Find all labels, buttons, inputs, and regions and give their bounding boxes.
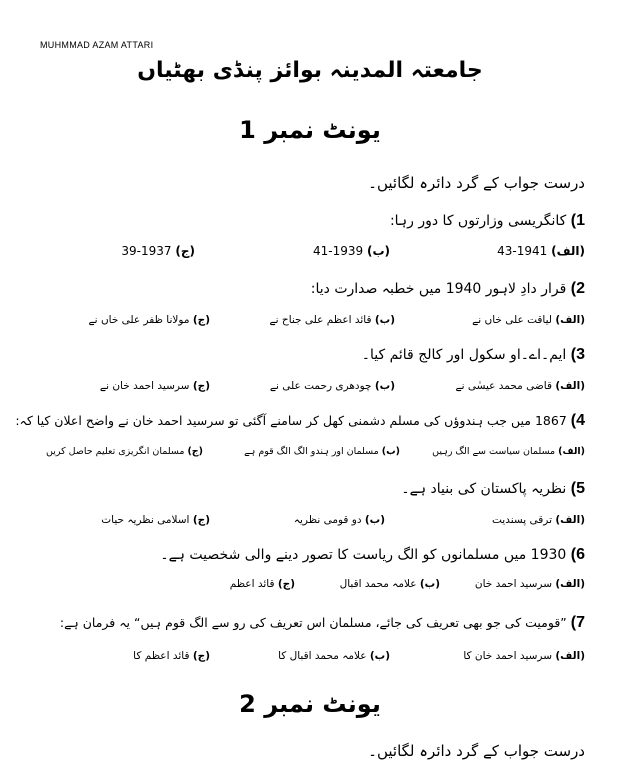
question-1 (30, 212, 585, 230)
option-b: (ب) قائد اعظم علی جناح نے (269, 314, 395, 326)
question-text: قرار دادِ لاہور 1940 میں خطبہ صدارت دیا: (310, 281, 567, 297)
question-text: 1930 میں مسلمانوں کو الگ ریاست کا تصور دینے والی شخصیت ہے۔ (160, 547, 567, 563)
school-title: جامعتہ المدینہ بوائز پنڈی بھٹیاں (137, 58, 483, 83)
question-3 (30, 346, 585, 364)
question-4 (15, 412, 585, 430)
options-7 (30, 650, 585, 672)
author-name: MUHMMAD AZAM ATTARI (40, 40, 154, 50)
option-c: (ج) اسلامی نظریہ حیات (101, 514, 210, 526)
question-number: 5) (570, 480, 585, 497)
question-number: 6) (570, 546, 585, 563)
option-b: (ب) علامہ محمد اقبال (339, 578, 440, 590)
option-a: (الف) سرسید احمد خان (474, 578, 585, 590)
option-a: (الف) قاضی محمد عیسٰی نے (455, 380, 585, 392)
question-number: 3) (570, 346, 585, 363)
option-a: (الف) 1941-43 (497, 244, 585, 258)
instruction-unit-2: درست جواب کے گرد دائرہ لگائیں۔ (368, 742, 585, 760)
option-a: (الف) مسلمان سیاست سے الگ رہیں (432, 446, 585, 457)
question-text: ایم۔اے۔او سکول اور کالج قائم کیا۔ (361, 347, 567, 363)
option-c: (ج) قائد اعظم کا (133, 650, 210, 662)
options-4 (30, 446, 585, 468)
question-number: 4) (570, 412, 585, 429)
options-1 (30, 244, 585, 266)
question-5 (30, 480, 585, 498)
option-b: (ب) دو قومی نظریہ (293, 514, 385, 526)
question-text: کانگریسی وزارتوں کا دور رہا: (389, 213, 567, 229)
option-a: (الف) لیاقت علی خاں نے (472, 314, 585, 326)
options-2 (30, 314, 585, 336)
option-c: (ج) مولانا ظفر علی خاں نے (88, 314, 210, 326)
instruction-unit-1: درست جواب کے گرد دائرہ لگائیں۔ (368, 174, 585, 192)
question-text: ”قومیت کی جو بھی تعریف کی جائے، مسلمان اس تعریف کی رو سے الگ قوم ہیں“ یہ فرمان ہے: (59, 615, 567, 630)
option-c: (ج) قائد اعظم (229, 578, 295, 590)
option-b: (ب) چودھری رحمت علی نے (269, 380, 395, 392)
option-a: (الف) سرسید احمد خان کا (463, 650, 585, 662)
question-6 (30, 546, 585, 564)
question-number: 2) (570, 280, 585, 297)
option-b: (ب) 1939-41 (312, 244, 390, 258)
option-c: (ج) سرسید احمد خان نے (99, 380, 210, 392)
unit-2-heading: یونٹ نمبر 2 (239, 690, 381, 718)
options-3 (30, 380, 585, 402)
option-c: (ج) 1937-39 (121, 244, 195, 258)
unit-1-heading: یونٹ نمبر 1 (239, 116, 381, 144)
question-7 (30, 614, 585, 632)
question-text: نظریہ پاکستان کی بنیاد ہے۔ (401, 481, 567, 497)
option-a: (الف) ترقی پسندیت (491, 514, 585, 526)
question-2 (30, 280, 585, 298)
question-text: 1867 میں جب ہندوؤں کی مسلم دشمنی کھل کر سامنے آگئی تو سرسید احمد خان نے واضح اعلان کیا کہ: (15, 413, 567, 428)
question-number: 7) (570, 614, 585, 631)
question-number: 1) (570, 212, 585, 229)
option-c: (ج) مسلمان انگریزی تعلیم حاصل کریں (45, 446, 203, 457)
option-b: (ب) علامہ محمد اقبال کا (278, 650, 390, 662)
options-6 (30, 578, 585, 600)
option-b: (ب) مسلمان اور ہندو الگ الگ قوم ہے (244, 446, 400, 457)
options-5 (30, 514, 585, 536)
